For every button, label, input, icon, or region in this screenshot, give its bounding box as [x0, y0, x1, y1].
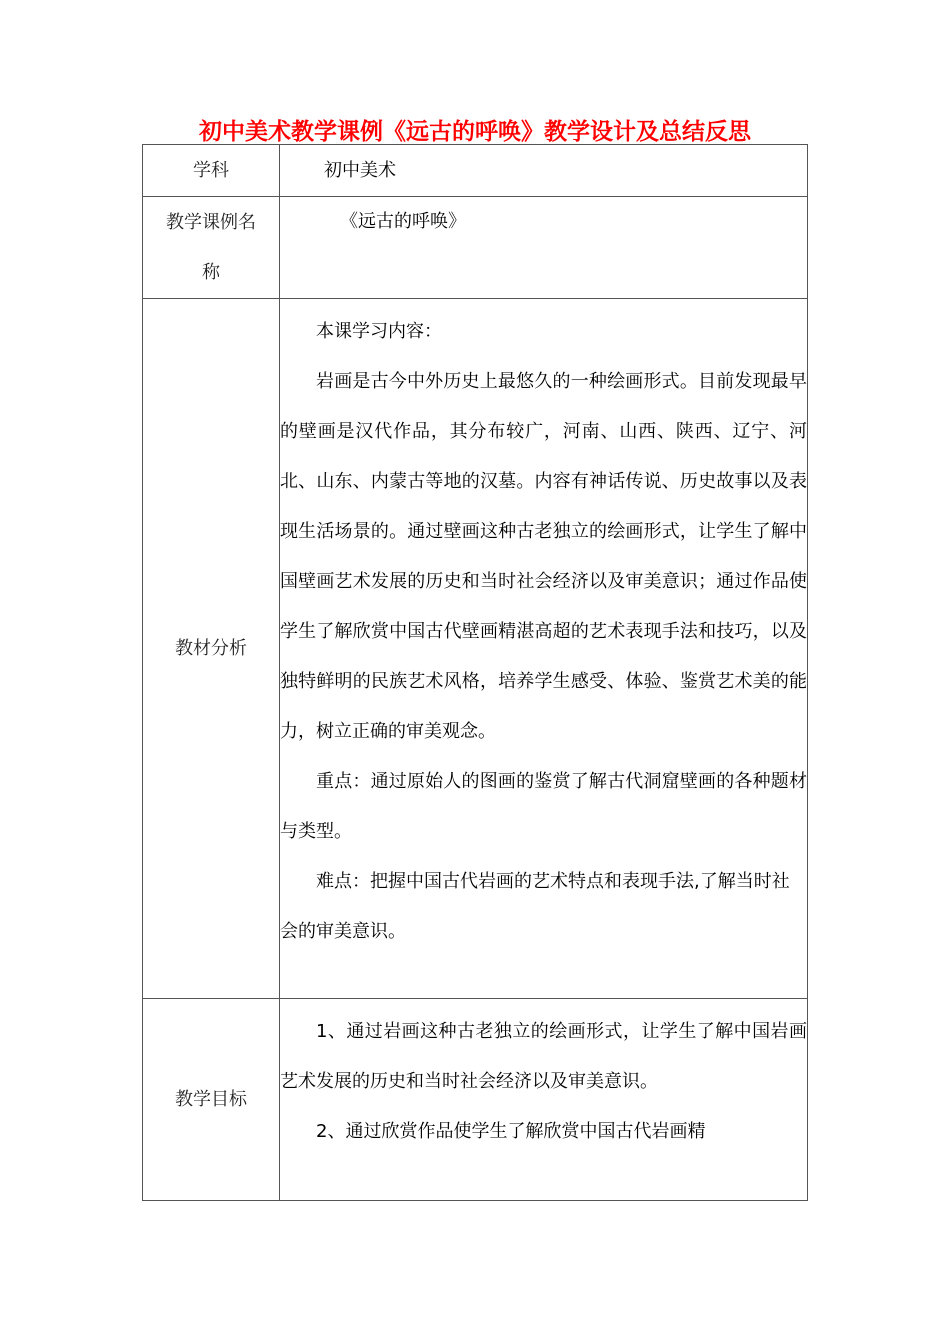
material-analysis-key-point: 重点：通过原始人的图画的鉴赏了解古代洞窟壁画的各种题材与类型。	[280, 771, 807, 842]
teaching-goals-cell	[280, 999, 808, 1201]
material-analysis-label: 教材分析	[143, 299, 280, 999]
table-row-teaching-goals	[143, 999, 808, 1201]
lesson-name-value-cell	[280, 197, 808, 299]
material-analysis-paragraph: 本课学习内容：	[316, 321, 442, 342]
table-row-subject	[143, 145, 808, 197]
lesson-name-label-line1: 教学课例名	[166, 211, 256, 233]
teaching-goals-label: 教学目标	[143, 999, 280, 1201]
teaching-goal-item: 1、通过岩画这种古老独立的绘画形式，让学生了解中国岩画艺术发展的历史和当时社会经济以及审美意识。	[280, 1021, 807, 1092]
lesson-name-label-line2: 称	[202, 261, 220, 283]
table-row-lesson-name	[143, 197, 808, 299]
lesson-plan-table	[142, 144, 808, 1201]
page-title: 初中美术教学课例《远古的呼唤》教学设计及总结反思	[199, 119, 751, 145]
material-analysis-difficulty: 难点：把握中国古代岩画的艺术特点和表现手法,了解当时社会的审美意识。	[280, 871, 790, 942]
subject-value: 初中美术	[324, 159, 396, 181]
teaching-goal-item: 2、通过欣赏作品使学生了解欣赏中国古代岩画精	[316, 1121, 706, 1142]
subject-value-cell	[280, 145, 808, 197]
material-analysis-cell	[280, 299, 808, 999]
lesson-name-value: 《远古的呼唤》	[340, 211, 466, 232]
table-row-material-analysis	[143, 299, 808, 999]
material-analysis-paragraph: 岩画是古今中外历史上最悠久的一种绘画形式。目前发现最早的壁画是汉代作品，其分布较广，河南、山西、陕西、辽宁、河北、山东、内蒙古等地的汉墓。内容有神话传说、历史故事以及表现生活场景的。通过壁画这种古老独立的绘画形式，让学生了解中国壁画艺术发展的历史和当时社会经济以及审美意识；通过作品使学生了解欣赏中国古代壁画精湛高超的艺术表现手法和技巧，以及独特鲜明的民族艺术风格，培养学生感受、体验、鉴赏艺术美的能力，树立正确的审美观念。	[280, 371, 807, 742]
lesson-name-label	[143, 197, 280, 299]
subject-label: 学科	[143, 145, 280, 197]
